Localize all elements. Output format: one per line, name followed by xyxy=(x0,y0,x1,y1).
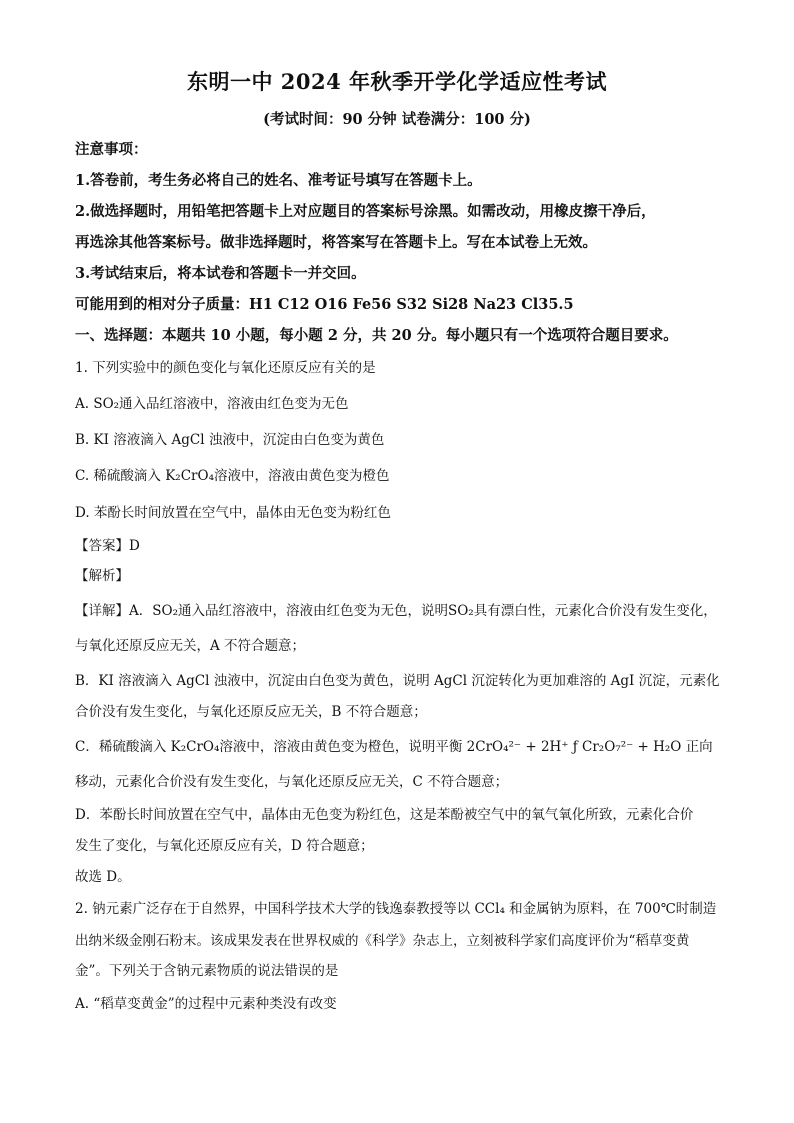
analysis-label: 【解析】 xyxy=(75,568,129,584)
detail-d-line-2: 发生了变化，与氧化还原反应有关，D 符合题意； xyxy=(75,838,374,854)
exam-subtitle: (考试时间：90 分钟 试卷满分：100 分) xyxy=(263,111,531,128)
question-2-stem-line-2: 出纳米级金刚石粉末。该成果发表在世界权威的《科学》杂志上，立刻被科学家们高度评价为“稻草变黄 xyxy=(75,933,690,949)
answer-label: 【答案】D xyxy=(75,538,140,554)
question-2-stem-line-1: 2. 钠元素广泛存在于自然界，中国科学技术大学的钱逸泰教授等以 CCl₄ 和金属钠为原料，在 700℃时制造 xyxy=(75,901,717,917)
detail-d-line-1: D．苯酚长时间放置在空气中，晶体由无色变为粉红色，这是苯酚被空气中的氧气氧化所致，元素化合价 xyxy=(75,807,694,823)
detail-a-line-2: 与氧化还原反应无关，A 不符合题意； xyxy=(75,638,306,654)
exam-title: 东明一中 2024 年秋季开学化学适应性考试 xyxy=(186,69,608,94)
question-1-stem: 1. 下列实验中的颜色变化与氧化还原反应有关的是 xyxy=(75,360,376,376)
relative-masses: 可能用到的相对分子质量：H1 C12 O16 Fe56 S32 Si28 Na23 Cl35.5 xyxy=(75,296,574,313)
question-1-option-b: B. KI 溶液滴入 AgCl 浊液中，沉淀由白色变为黄色 xyxy=(75,432,385,448)
notice-item-2-line-1: 2.做选择题时，用铅笔把答题卡上对应题目的答案标号涂黑。如需改动，用橡皮擦干净后， xyxy=(75,203,656,220)
detail-a-line-1: 【详解】A．SO₂通入品红溶液中，溶液由红色变为无色，说明SO₂具有漂白性，元素化合价没有发生变化， xyxy=(75,603,717,619)
notice-heading: 注意事项： xyxy=(75,141,148,158)
notice-item-3: 3.考试结束后，将本试卷和答题卡一并交回。 xyxy=(75,265,366,282)
detail-b-line-2: 合价没有发生变化，与氧化还原反应无关，B 不符合题意； xyxy=(75,704,427,720)
question-1-option-d: D. 苯酚长时间放置在空气中，晶体由无色变为粉红色 xyxy=(75,505,391,521)
question-2-option-a: A. “稻草变黄金”的过程中元素种类没有改变 xyxy=(75,996,337,1012)
notice-item-2-line-2: 再选涂其他答案标号。做非选择题时，将答案写在答题卡上。写在本试卷上无效。 xyxy=(75,234,597,251)
detail-c-line-2: 移动，元素化合价没有发生变化，与氧化还原反应无关，C 不符合题意； xyxy=(75,774,509,790)
detail-c-line-1: C．稀硫酸滴入 K₂CrO₄溶液中，溶液由黄色变为橙色，说明平衡 2CrO₄²⁻ + 2H⁺ ƒ Cr₂O₇²⁻ + H₂O 正向 xyxy=(75,739,713,755)
section-1-heading: 一、选择题：本题共 10 小题，每小题 2 分，共 20 分。每小题只有一个选项符合题目要求。 xyxy=(75,327,678,344)
notice-item-1: 1.答卷前，考生务必将自己的姓名、准考证号填写在答题卡上。 xyxy=(75,172,482,189)
question-1-option-a: A. SO₂通入品红溶液中，溶液由红色变为无色 xyxy=(75,396,349,412)
question-2-stem-line-3: 金”。下列关于含钠元素物质的说法错误的是 xyxy=(75,963,339,979)
conclusion: 故选 D。 xyxy=(75,869,131,885)
detail-b-line-1: B．KI 溶液滴入 AgCl 浊液中，沉淀由白色变为黄色，说明 AgCl 沉淀转化为更加难溶的 AgI 沉淀，元素化 xyxy=(75,673,720,689)
question-1-option-c: C. 稀硫酸滴入 K₂CrO₄溶液中，溶液由黄色变为橙色 xyxy=(75,468,390,484)
